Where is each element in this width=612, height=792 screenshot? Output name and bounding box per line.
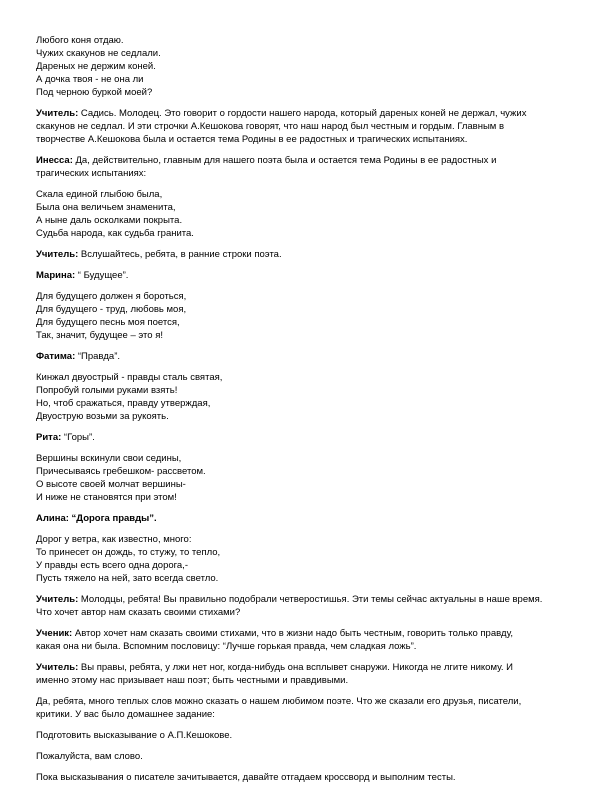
verse-line: Была она величьем знаменита,	[36, 202, 176, 213]
verse-line: Для будущего - труд, любовь моя,	[36, 304, 187, 315]
verse-line: Двуострую возьми за рукоять.	[36, 411, 169, 422]
verse-rock	[36, 188, 581, 240]
paragraph-text: Садись. Молодец. Это говорит о гордости нашего народа, который дареных коней не держал, чужих	[78, 108, 527, 119]
paragraph-inessa	[36, 154, 581, 180]
speaker-label: Рита:	[36, 432, 62, 443]
verse-mountains	[36, 452, 581, 504]
speaker-label: Алина:	[36, 513, 69, 524]
paragraph-teacher-1	[36, 107, 581, 146]
paragraph-text: Пожалуйста, вам слово.	[36, 751, 143, 762]
paragraph-text: Подготовить высказывание о А.П.Кешокове.	[36, 730, 233, 741]
paragraph-text: Вы правы, ребята, у лжи нет ног, когда-нибудь она всплывет снаружи. Никогда не лгите никому. И	[78, 662, 514, 673]
document-page	[36, 34, 581, 792]
paragraph-text: Пока высказывания о писателе зачитывается, давайте отгадаем кроссворд и выполним тесты.	[36, 772, 456, 783]
paragraph-teacher-3	[36, 593, 581, 619]
verse-line: Дареных не держим коней.	[36, 61, 156, 72]
paragraph-text: “Правда”.	[75, 351, 121, 362]
paragraph-teacher-4	[36, 661, 581, 687]
paragraph-crossword	[36, 771, 581, 784]
paragraph-text: Да, действительно, главным для нашего поэта была и остается тема Родины в ее радостных и	[72, 155, 497, 166]
verse-line: Но, чтоб сражаться, правду утверждая,	[36, 398, 211, 409]
speaker-label: Учитель:	[36, 662, 79, 673]
verse-line: Дорог у ветра, как известно, много:	[36, 534, 192, 545]
verse-line: Кинжал двуострый - правды сталь святая,	[36, 372, 223, 383]
verse-line: А ныне даль осколками покрыта.	[36, 215, 183, 226]
paragraph-text: какая она ни была. Вспомним пословицу: “Лучше горькая правда, чем сладкая ложь”.	[36, 641, 417, 652]
paragraph-text: трагических испытаниях:	[36, 168, 147, 179]
verse-line: А дочка твоя - не она ли	[36, 74, 144, 85]
verse-line: Причесываясь гребешком- рассветом.	[36, 466, 206, 477]
paragraph-text: критики. У вас было домашнее задание:	[36, 709, 215, 720]
poem-title: “Дорога правды”.	[68, 513, 157, 524]
paragraph-text: Вслушайтесь, ребята, в ранние строки поэта.	[78, 249, 282, 260]
verse-line: И ниже не становятся при этом!	[36, 492, 177, 503]
verse-line: Так, значит, будущее – это я!	[36, 330, 163, 341]
verse-line: Для будущего должен я бороться,	[36, 291, 187, 302]
paragraph-marina	[36, 269, 581, 282]
verse-line: Под черною буркой моей?	[36, 87, 153, 98]
verse-line: То принесет он дождь, то стужу, то тепло,	[36, 547, 221, 558]
verse-line: Для будущего песнь моя поется,	[36, 317, 180, 328]
speaker-label: Ученик:	[36, 628, 73, 639]
speaker-label: Учитель:	[36, 249, 79, 260]
paragraph-text: именно этому нас призывает наш поэт; быть честными и правдивыми.	[36, 675, 349, 686]
verse-line: Любого коня отдаю.	[36, 35, 124, 46]
paragraph-student	[36, 627, 581, 653]
verse-line: Пусть тяжело на ней, зато всегда светло.	[36, 573, 219, 584]
verse-line: Вершины вскинули свои седины,	[36, 453, 182, 464]
paragraph-text: творчестве А.Кешокова была и остается тема Родины в ее радостных и трагических испытаниях.	[36, 134, 468, 145]
paragraph-homework-task	[36, 729, 581, 742]
verse-line: Судьба народа, как судьба гранита.	[36, 228, 194, 239]
speaker-label: Марина:	[36, 270, 76, 281]
paragraph-text: Автор хочет нам сказать своими стихами, что в жизни надо быть честным, говорить только правду,	[72, 628, 514, 639]
paragraph-text: скакунов не седлал. И эти строчки А.Кешокова говорят, что наш народ был честным и гордым. Главным в	[36, 121, 505, 132]
speaker-label: Инесса:	[36, 155, 73, 166]
paragraph-text: “ Будущее”.	[75, 270, 129, 281]
paragraph-fatima	[36, 350, 581, 363]
speaker-label: Фатима:	[36, 351, 76, 362]
paragraph-text: Молодцы, ребята! Вы правильно подобрали четверостишья. Эти темы сейчас актуальны в наше время.	[78, 594, 543, 605]
verse-line: Попробуй голыми руками взять!	[36, 385, 178, 396]
paragraph-alina	[36, 512, 581, 525]
paragraph-teacher-2	[36, 248, 581, 261]
verse-line: О высоте своей молчат вершины-	[36, 479, 186, 490]
speaker-label: Учитель:	[36, 594, 79, 605]
verse-road	[36, 533, 581, 585]
verse-line: Скала единой глыбою была,	[36, 189, 163, 200]
verse-horse	[36, 34, 581, 99]
verse-line: У правды есть всего одна дорога,-	[36, 560, 188, 571]
paragraph-text: Да, ребята, много теплых слов можно сказать о нашем любимом поэте. Что же сказали его друзья, писатели,	[36, 696, 522, 707]
paragraph-text: “Горы”.	[61, 432, 95, 443]
paragraph-homework-intro	[36, 695, 581, 721]
paragraph-text: Что хочет автор нам сказать своими стихами?	[36, 607, 241, 618]
verse-truth	[36, 371, 581, 423]
paragraph-rita	[36, 431, 581, 444]
verse-line: Чужих скакунов не седлали.	[36, 48, 161, 59]
speaker-label: Учитель:	[36, 108, 79, 119]
paragraph-please	[36, 750, 581, 763]
verse-future	[36, 290, 581, 342]
